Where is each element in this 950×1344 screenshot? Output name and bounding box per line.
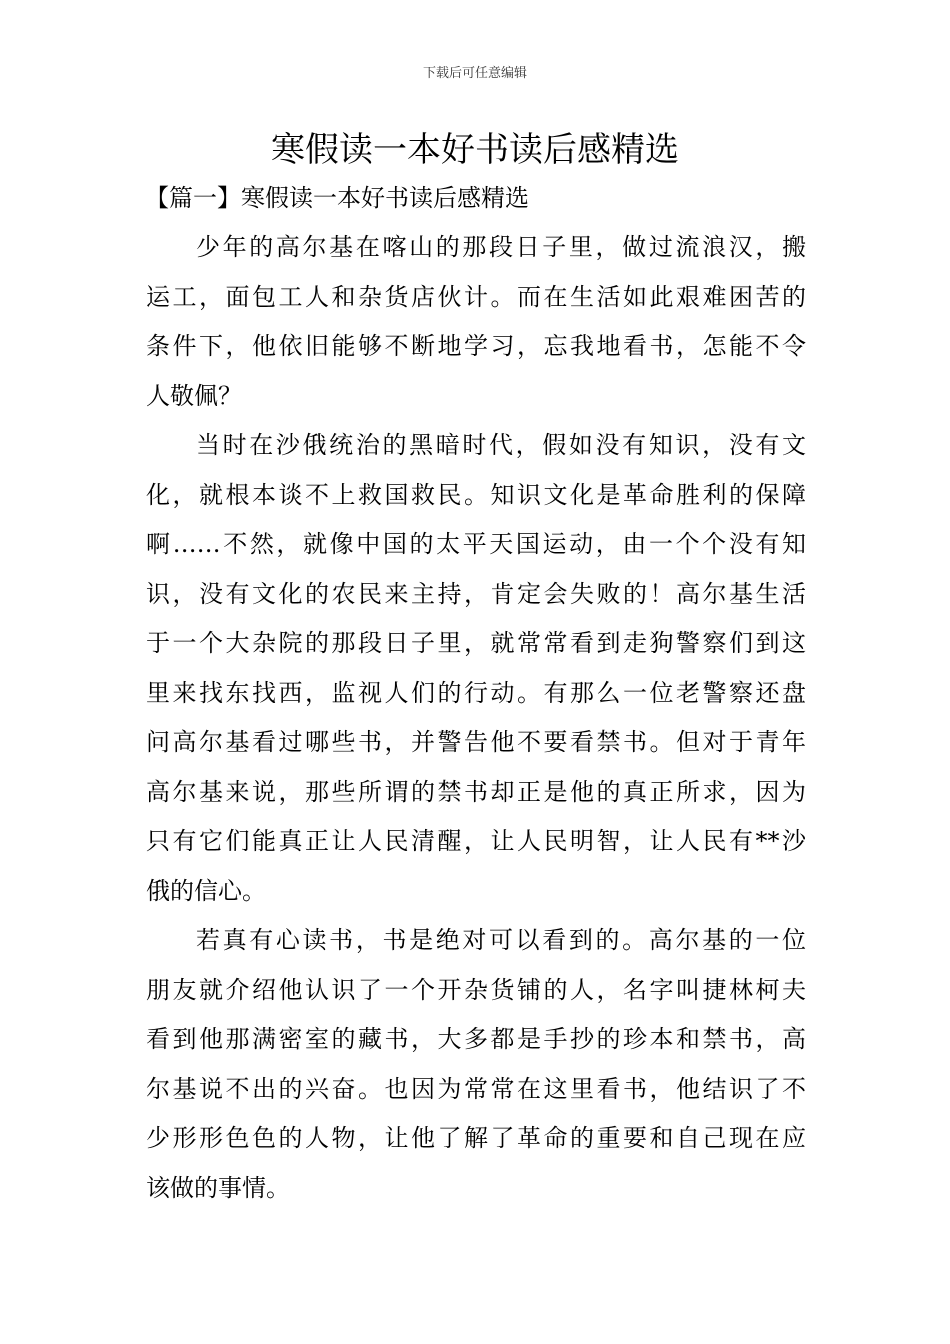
text-line: 俄的信心。 (146, 876, 266, 905)
text-line: 高尔基来说，那些所谓的禁书却正是他的真正所求，因为 (146, 777, 806, 806)
text-line: 条件下，他依旧能够不断地学习，忘我地看书，怎能不令 (146, 332, 806, 360)
text-line: 当时在沙俄统治的黑暗时代，假如没有知识，没有文 (196, 431, 806, 459)
text-line: 少形形色色的人物，让他了解了革命的重要和自己现在应 (146, 1124, 806, 1152)
text-line: 人敬佩？ (146, 381, 242, 410)
text-line: 少年的高尔基在喀山的那段日子里，做过流浪汉，搬 (196, 233, 806, 261)
text-line: 识，没有文化的农民来主持，肯定会失败的！高尔基生活 (146, 579, 806, 608)
document-title: 寒假读一本好书读后感精选 (271, 130, 679, 170)
text-line: 该做的事情。 (146, 1173, 290, 1202)
text-line: 啊……不然，就像中国的太平天国运动，由一个个没有知 (146, 530, 806, 558)
text-line: 问高尔基看过哪些书，并警告他不要看禁书。但对于青年 (146, 728, 806, 756)
text-line: 化，就根本谈不上救国救民。知识文化是革命胜利的保障 (146, 480, 806, 509)
paragraph (146, 421, 806, 916)
text-line: 朋友就介绍他认识了一个开杂货铺的人，名字叫捷林柯夫 (146, 975, 806, 1004)
text-line: 运工，面包工人和杂货店伙计。而在生活如此艰难困苦的 (146, 282, 806, 311)
text-line: 若真有心读书，书是绝对可以看到的。高尔基的一位 (196, 926, 806, 954)
text-line: 里来找东找西，监视人们的行动。有那么一位老警察还盘 (146, 678, 806, 707)
header-note: 下载后可任意编辑 (422, 66, 527, 81)
paragraph (146, 916, 806, 1213)
body-text (146, 223, 806, 1213)
text-line: 只有它们能真正让人民清醒，让人民明智，让人民有**沙 (146, 827, 806, 855)
text-line: 尔基说不出的兴奋。也因为常常在这里看书，他结识了不 (146, 1074, 806, 1103)
text-line: 于一个大杂院的那段日子里，就常常看到走狗警察们到这 (146, 629, 806, 657)
paragraph (146, 223, 806, 421)
text-line: 看到他那满密室的藏书，大多都是手抄的珍本和禁书，高 (146, 1025, 806, 1053)
section-heading: 【篇一】寒假读一本好书读后感精选 (145, 184, 529, 212)
